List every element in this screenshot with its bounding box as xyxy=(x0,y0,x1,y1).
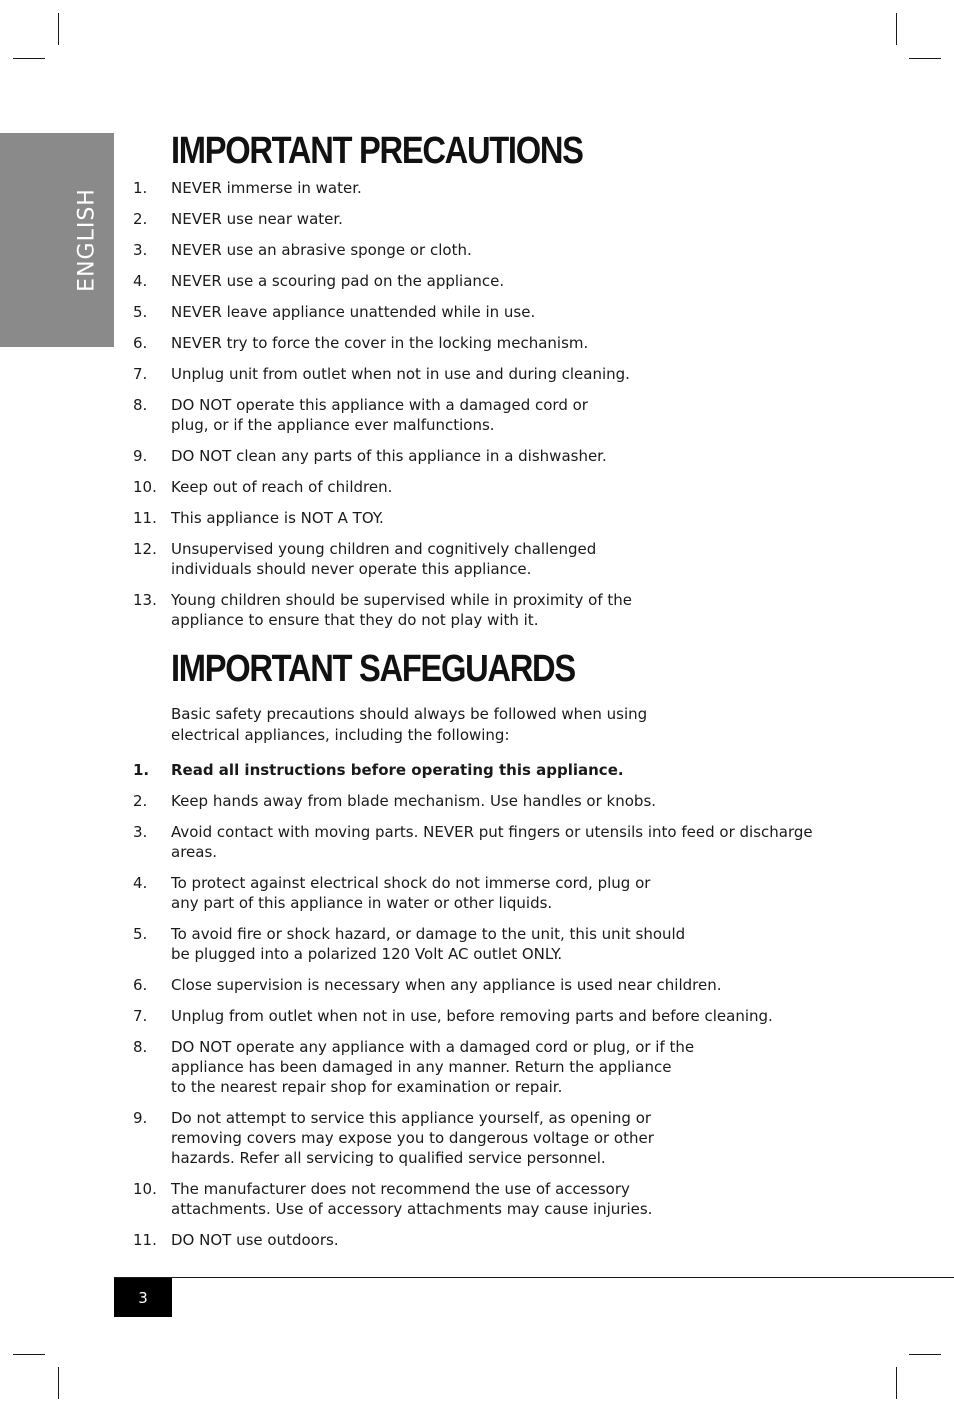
list-item xyxy=(133,873,833,913)
item-number: 4. xyxy=(133,272,148,290)
item-number: 6. xyxy=(133,334,148,352)
list-item xyxy=(133,364,833,384)
list-item xyxy=(133,271,833,291)
item-text: Unplug from outlet when not in use, before removing parts and before cleaning. xyxy=(171,1007,773,1025)
item-number: 13. xyxy=(133,591,157,609)
item-number: 3. xyxy=(133,823,148,841)
item-text: NEVER use near water. xyxy=(171,210,343,228)
list-item xyxy=(133,1006,833,1026)
crop-mark xyxy=(909,58,941,59)
language-label: ENGLISH xyxy=(74,188,100,292)
crop-mark xyxy=(58,13,59,45)
item-text: DO NOT operate this appliance with a damaged cord or plug, or if the appliance ever malfunctions. xyxy=(171,396,588,434)
crop-mark xyxy=(13,1354,45,1355)
crop-mark xyxy=(896,1367,897,1399)
item-number: 10. xyxy=(133,478,157,496)
safeguards-list xyxy=(133,760,833,1250)
item-text: The manufacturer does not recommend the use of accessory attachments. Use of accessory attachments may cause injuries. xyxy=(171,1180,653,1218)
item-number: 5. xyxy=(133,303,148,321)
list-item xyxy=(133,209,833,229)
list-item xyxy=(133,791,833,811)
item-number: 1. xyxy=(133,179,148,197)
page-content xyxy=(133,128,833,1261)
item-text: Keep out of reach of children. xyxy=(171,478,393,496)
list-item xyxy=(133,590,833,630)
list-item xyxy=(133,822,833,862)
crop-mark xyxy=(896,13,897,45)
item-text: To avoid fire or shock hazard, or damage to the unit, this unit should be plugged into a polarized 120 Volt AC outlet ONLY. xyxy=(171,925,686,963)
item-text: DO NOT operate any appliance with a damaged cord or plug, or if the appliance has been damaged in any manner. Return the appliance to the nearest repair shop for examination or repair. xyxy=(171,1038,695,1096)
item-text: Read all instructions before operating this appliance. xyxy=(171,761,624,779)
item-number: 7. xyxy=(133,1007,148,1025)
list-item xyxy=(133,1179,833,1219)
crop-mark xyxy=(909,1354,941,1355)
item-number: 11. xyxy=(133,1231,157,1249)
list-item xyxy=(133,1037,833,1097)
item-text: To protect against electrical shock do not immerse cord, plug or any part of this appliance in water or other liquids. xyxy=(171,874,651,912)
list-item xyxy=(133,302,833,322)
item-number: 3. xyxy=(133,241,148,259)
list-item xyxy=(133,395,833,435)
item-text: Close supervision is necessary when any appliance is used near children. xyxy=(171,976,722,994)
item-number: 10. xyxy=(133,1180,157,1198)
list-item xyxy=(133,508,833,528)
item-number: 8. xyxy=(133,396,148,414)
list-item xyxy=(133,333,833,353)
item-number: 7. xyxy=(133,365,148,383)
item-text: DO NOT clean any parts of this appliance in a dishwasher. xyxy=(171,447,607,465)
item-text: This appliance is NOT A TOY. xyxy=(171,509,384,527)
safeguards-title: IMPORTANT SAFEGUARDS xyxy=(171,648,575,690)
item-text: Keep hands away from blade mechanism. Use handles or knobs. xyxy=(171,792,657,810)
item-number: 2. xyxy=(133,792,148,810)
item-number: 5. xyxy=(133,925,148,943)
list-item xyxy=(133,760,833,780)
list-item xyxy=(133,539,833,579)
list-item xyxy=(133,446,833,466)
item-number: 9. xyxy=(133,1109,148,1127)
list-item xyxy=(133,975,833,995)
item-text: NEVER use an abrasive sponge or cloth. xyxy=(171,241,472,259)
list-item xyxy=(133,924,833,964)
safeguards-intro: Basic safety precautions should always be followed when using electrical appliances, including the following: xyxy=(171,705,648,744)
precautions-title: IMPORTANT PRECAUTIONS xyxy=(171,130,583,172)
item-text: Avoid contact with moving parts. NEVER put fingers or utensils into feed or discharge areas. xyxy=(171,823,813,861)
item-text: NEVER use a scouring pad on the appliance. xyxy=(171,272,505,290)
crop-mark xyxy=(58,1367,59,1399)
item-number: 12. xyxy=(133,540,157,558)
item-text: Unsupervised young children and cognitively challenged individuals should never operate this appliance. xyxy=(171,540,597,578)
item-number: 2. xyxy=(133,210,148,228)
crop-mark xyxy=(13,58,45,59)
item-number: 4. xyxy=(133,874,148,892)
item-number: 6. xyxy=(133,976,148,994)
footer-rule xyxy=(114,1277,954,1278)
item-number: 1. xyxy=(133,761,150,779)
item-number: 8. xyxy=(133,1038,148,1056)
list-item xyxy=(133,1108,833,1168)
list-item xyxy=(133,477,833,497)
item-text: NEVER leave appliance unattended while in use. xyxy=(171,303,536,321)
page-number: 3 xyxy=(114,1278,172,1317)
item-number: 9. xyxy=(133,447,148,465)
item-text: DO NOT use outdoors. xyxy=(171,1231,339,1249)
item-text: Do not attempt to service this appliance yourself, as opening or removing covers may expose you to dangerous voltage or other hazards. Refer all servicing to qualified service personnel. xyxy=(171,1109,654,1167)
list-item xyxy=(133,1230,833,1250)
precautions-list xyxy=(133,178,833,630)
list-item xyxy=(133,240,833,260)
item-text: Young children should be supervised while in proximity of the appliance to ensure that they do not play with it. xyxy=(171,591,633,629)
item-number: 11. xyxy=(133,509,157,527)
item-text: Unplug unit from outlet when not in use and during cleaning. xyxy=(171,365,630,383)
item-text: NEVER immerse in water. xyxy=(171,179,362,197)
list-item xyxy=(133,178,833,198)
item-text: NEVER try to force the cover in the locking mechanism. xyxy=(171,334,589,352)
